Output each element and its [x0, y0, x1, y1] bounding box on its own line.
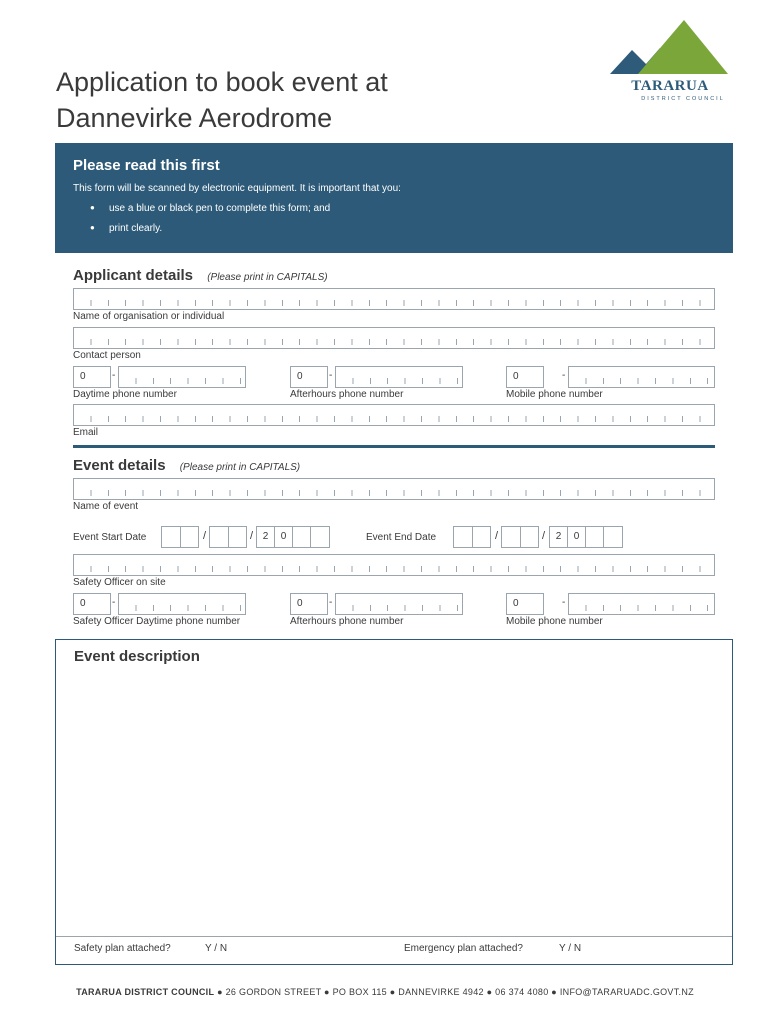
mountain-icon	[608, 20, 732, 80]
event-heading-text: Event details	[73, 457, 166, 474]
phone-dash: -	[112, 597, 116, 608]
capitals-note: (Please print in CAPITALS)	[207, 272, 328, 283]
year-digit	[586, 527, 604, 547]
safety-daytime-phone-field[interactable]	[118, 593, 246, 615]
title-line-1: Application to book event at	[56, 67, 388, 97]
daytime-phone-label: Daytime phone number	[73, 389, 177, 400]
safety-mobile-phone-label: Mobile phone number	[506, 616, 603, 627]
applicant-heading-text: Applicant details	[73, 267, 194, 284]
afterhours-phone-field[interactable]	[335, 366, 463, 388]
end-year-field[interactable]	[549, 526, 623, 548]
afterhours-phone-prefix[interactable]: 0	[290, 366, 328, 388]
event-section-heading	[73, 457, 300, 474]
daytime-phone-field[interactable]	[118, 366, 246, 388]
contact-footer	[0, 987, 770, 997]
end-month-field[interactable]	[501, 526, 539, 548]
mobile-phone-field[interactable]	[568, 366, 715, 388]
afterhours-phone-label: Afterhours phone number	[290, 389, 404, 400]
year-digit	[293, 527, 311, 547]
instructions-intro: This form will be scanned by electronic equipment. It is important that you:	[73, 183, 401, 194]
safety-officer-label: Safety Officer on site	[73, 577, 166, 588]
footer-org: TARARUA DISTRICT COUNCIL	[76, 987, 215, 997]
phone-dash: -	[562, 370, 566, 381]
date-separator: /	[203, 530, 207, 542]
safety-mobile-phone-prefix[interactable]: 0	[506, 593, 544, 615]
event-start-date-label: Event Start Date	[73, 532, 147, 543]
logo-subtitle: DISTRICT COUNCIL	[641, 96, 725, 102]
date-separator: /	[250, 530, 254, 542]
description-footer-divider	[56, 936, 732, 937]
safety-afterhours-phone-label: Afterhours phone number	[290, 616, 404, 627]
contact-person-label: Contact person	[73, 350, 141, 361]
instruction-item: ● print clearly.	[73, 223, 715, 234]
event-name-field[interactable]	[73, 478, 715, 500]
event-name-label: Name of event	[73, 501, 139, 512]
mobile-phone-prefix[interactable]: 0	[506, 366, 544, 388]
safety-afterhours-phone-prefix[interactable]: 0	[290, 593, 328, 615]
instructions-panel	[55, 143, 733, 253]
start-day-field[interactable]	[161, 526, 199, 548]
safety-plan-yes-no[interactable]: Y / N	[205, 943, 228, 954]
year-digit: 2	[550, 527, 568, 547]
safety-daytime-phone-prefix[interactable]: 0	[73, 593, 111, 615]
year-digit: 2	[257, 527, 275, 547]
event-description-heading: Event description	[74, 648, 200, 665]
phone-dash: -	[562, 597, 566, 608]
phone-dash: -	[112, 370, 116, 381]
date-separator: /	[495, 530, 499, 542]
date-separator: /	[542, 530, 546, 542]
start-year-field[interactable]	[256, 526, 330, 548]
email-field[interactable]	[73, 404, 715, 426]
event-end-date-label: Event End Date	[366, 532, 437, 543]
mobile-phone-label: Mobile phone number	[506, 389, 603, 400]
instructions-list	[73, 203, 715, 234]
safety-afterhours-phone-field[interactable]	[335, 593, 463, 615]
daytime-phone-prefix[interactable]: 0	[73, 366, 111, 388]
year-digit: 0	[568, 527, 586, 547]
instruction-item: ● use a blue or black pen to complete this form; and	[73, 203, 715, 214]
year-digit: 0	[275, 527, 293, 547]
safety-daytime-phone-label: Safety Officer Daytime phone number	[73, 616, 241, 627]
logo-name: TARARUA	[631, 78, 709, 94]
capitals-note: (Please print in CAPITALS)	[179, 462, 301, 473]
instructions-heading: Please read this first	[73, 157, 220, 174]
email-label: Email	[73, 427, 99, 438]
footer-contact: ● 26 GORDON STREET ● PO BOX 115 ● DANNEVIRKE 4942 ● 06 374 4080 ● INFO@TARARUADC.GOVT.NZ	[214, 987, 694, 997]
organisation-name-field[interactable]	[73, 288, 715, 310]
organisation-name-label: Name of organisation or individual	[73, 311, 225, 322]
emergency-plan-label: Emergency plan attached?	[404, 943, 523, 954]
form-title	[56, 64, 476, 136]
emergency-plan-yes-no[interactable]: Y / N	[559, 943, 582, 954]
safety-officer-field[interactable]	[73, 554, 715, 576]
safety-plan-label: Safety plan attached?	[74, 943, 171, 954]
phone-dash: -	[329, 370, 333, 381]
end-day-field[interactable]	[453, 526, 491, 548]
event-description-box[interactable]	[55, 639, 733, 965]
contact-person-field[interactable]	[73, 327, 715, 349]
phone-dash: -	[329, 597, 333, 608]
section-divider	[73, 445, 715, 448]
applicant-section-heading	[73, 267, 328, 284]
start-month-field[interactable]	[209, 526, 247, 548]
title-line-2: Dannevirke Aerodrome	[56, 103, 333, 133]
tararua-logo	[608, 20, 732, 102]
safety-mobile-phone-field[interactable]	[568, 593, 715, 615]
